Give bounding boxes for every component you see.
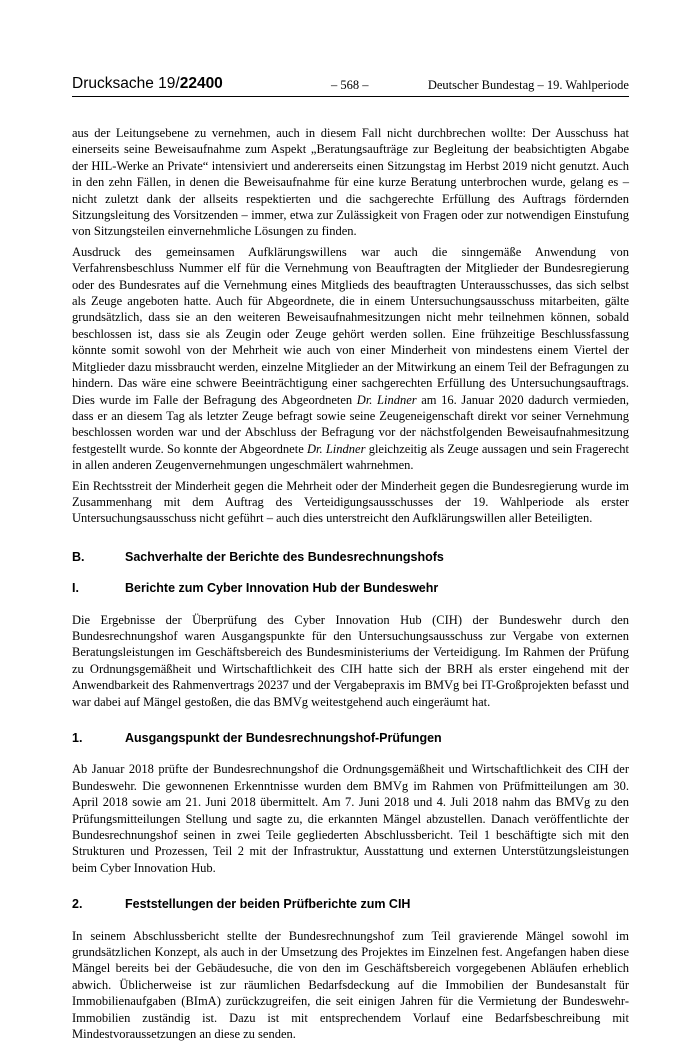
section-title: Ausgangspunkt der Bundesrechnungshof-Prüfungen	[125, 731, 442, 745]
section-title: Feststellungen der beiden Prüfberichte zum CIH	[125, 897, 411, 912]
document-number: Drucksache 19/22400	[72, 75, 223, 92]
person-name: Dr. Lindner	[306, 441, 366, 456]
section-heading	[72, 730, 629, 746]
person-name: Dr. Lindner	[356, 392, 417, 407]
parliament-label: Deutscher Bundestag – 19. Wahlperiode	[427, 78, 629, 92]
section-heading	[72, 549, 629, 565]
paragraph: In seinem Abschlussbericht stellte der Bundesrechnungshof zum Teil gravierende Mängel sowohl im grundsätzlichen Konzept, als auch in der Umsetzung des Projektes im Einzelnen fest. Angefangen haben diese Mängel bereits bei der Gebäudesuche, die von den im Geschäftsbereich vorgegebenen Abläufen erheblich abwich. Üblicherweise ist zur räumlichen Bedarfsdeckung auf die Immobilien der Bundesanstalt für Immobilienaufgaben (BImA) zurückzugreifen, die seit einigen Jahren für die Vermietung der Bundeswehr-Immobilien zuständig ist. Dazu ist mit entsprechendem Vorlauf eine Bedarfsbeschreibung mit Mindestvoraussetzungen an diese zu senden.	[72, 928, 629, 1042]
section-number: B.	[72, 549, 85, 564]
paragraph: Ab Januar 2018 prüfte der Bundesrechnungshof die Ordnungsgemäßheit und Wirtschaftlichkeit des CIH der Bundeswehr. Die gewonnenen Erkenntnisse wurden dem BMVg im Rahmen von Prüfmitteilungen am 30. April 2018 sowie am 21. Juni 2018 übermittelt. Am 7. Juni 2018 und 4. Juli 2018 nahm das BMVg zu den Prüfungsmitteilungen Stellung und sagte zu, die erkannten Mängel abzustellen. Danach veröffentlichte der Bundesrechnungshof seinen in zwei Teile gegliederten Abschlussbericht. Teil 1 beschäftigte sich mit den Strukturen und Prozessen, Teil 2 mit der Infrastruktur, Ausstattung und externen Unterstützungsleistungen beim Cyber Innovation Hub.	[72, 762, 629, 875]
document-body	[72, 125, 629, 1047]
section-number: I.	[72, 581, 79, 596]
paragraph: Ein Rechtsstreit der Minderheit gegen die Mehrheit oder der Minderheit gegen die Bundesregierung wurde im Zusammenhang mit dem Auftrag des Verteidigungsausschusses der 19. Wahlperiode als erster Untersuchungsausschuss nicht geführt – auch dies unterstreicht den Aufklärungswillen aller Beteiligten.	[72, 478, 629, 526]
paragraph: Die Ergebnisse der Überprüfung des Cyber Innovation Hub (CIH) der Bundeswehr durch den Bundesrechnungshof waren Ausgangspunkte für den Untersuchungsausschuss zur Vergabe von externen Beratungsleistungen im Geschäftsbereich des Bundesministeriums der Verteidigung. Im Rahmen der Prüfung zu Ordnungsgemäßheit und Wirtschaftlichkeit des CIH hatte sich der BRH als erster eingehend mit der Anwendbarkeit des Rahmenvertrags 20237 und der Vergabepraxis im BMVg bei IT-Großprojekten befasst und war dabei auf Mängel gestoßen, die das BMVg weitestgehend auch eingeräumt hat.	[72, 612, 629, 709]
section-heading	[72, 580, 629, 596]
section-number: 1.	[72, 731, 83, 745]
paragraph: Ausdruck des gemeinsamen Aufklärungswillens war auch die sinngemäße Anwendung von Verfahrensbeschluss Nummer elf für die Vernehmung von Beauftragten der Mitglieder der Bundesregierung oder des Bundesrates auf die Vernehmung eines Mitglieds des beauftragten Unterausschusses, das sich selbst als Zeuge angeboten hatte. Auch für Abgeordnete, die in einem Untersuchungsausschuss mitarbeiten, gälte grundsätzlich, dass sie an den weiteren Beweisaufnahmesitzungen nicht mehr teilnehmen können, sobald beschlossen ist, dass sie als Zeugin oder Zeuge gehört werden sollen. Eine frühzeitige Beschlussfassung könnte somit sowohl von der Mehrheit wie auch von einer Minderheit von mindestens einem Viertel der Mitglieder dazu missbraucht werden, einzelne Mitglieder an der Mitwirkung an einem Teil der Befragungen zu hindern. Das wäre eine schwere Beeinträchtigung einer sachgerechten Erfüllung des Untersuchungsauftrags. Dies wurde im Falle der Befragung des Abgeordneten Dr. Lindner am 16. Januar 2020 dadurch vermieden, dass er an diesem Tag als letzter Zeuge befragt sowie seine Zeugeneigenschaft direkt vor seiner Vernehmung beschlossen worden war und der Abschluss der Befragung vor der nächstfolgenden Beweisaufnahmesitzung festgestellt wurde. So konnte der Abgeordnete Dr. Lindner gleichzeitig als Zeuge aussagen und sein Fragerecht in allen anderen Zeugenvernehmungen ungeschmälert wahrnehmen.	[72, 244, 630, 473]
paragraph: aus der Leitungsebene zu vernehmen, auch in diesem Fall nicht durchbrechen wollte: Der Ausschuss hat einerseits seine Beweisaufnahme zum Aspekt „Beratungsaufträge zur Begleitung der beabsichtigten Abgabe der HIL-Werke an Private“ intensiviert und andererseits einen Sitzungstag im Herbst 2019 nicht genutzt. Auch in den zehn Fällen, in denen die Beweisaufnahme für eine kurze Beratung unterbrochen wurde, gelang es – nicht zuletzt dank der allseits respektierten und die sachgerechte Erfüllung des Auftrags fördernden Sitzungsleitung des Vorsitzenden – immer, etwa zur Zulässigkeit von Fragen oder zur notwendigen Einstufung von Sitzungsteilen einvernehmliche Lösungen zu finden.	[72, 126, 629, 239]
page-header	[72, 74, 629, 97]
section-heading	[72, 896, 629, 912]
section-title: Sachverhalte der Berichte des Bundesrechnungshofs	[125, 549, 444, 564]
section-number: 2.	[72, 897, 83, 912]
section-title: Berichte zum Cyber Innovation Hub der Bundeswehr	[125, 581, 439, 596]
page-number: – 568 –	[331, 78, 369, 92]
